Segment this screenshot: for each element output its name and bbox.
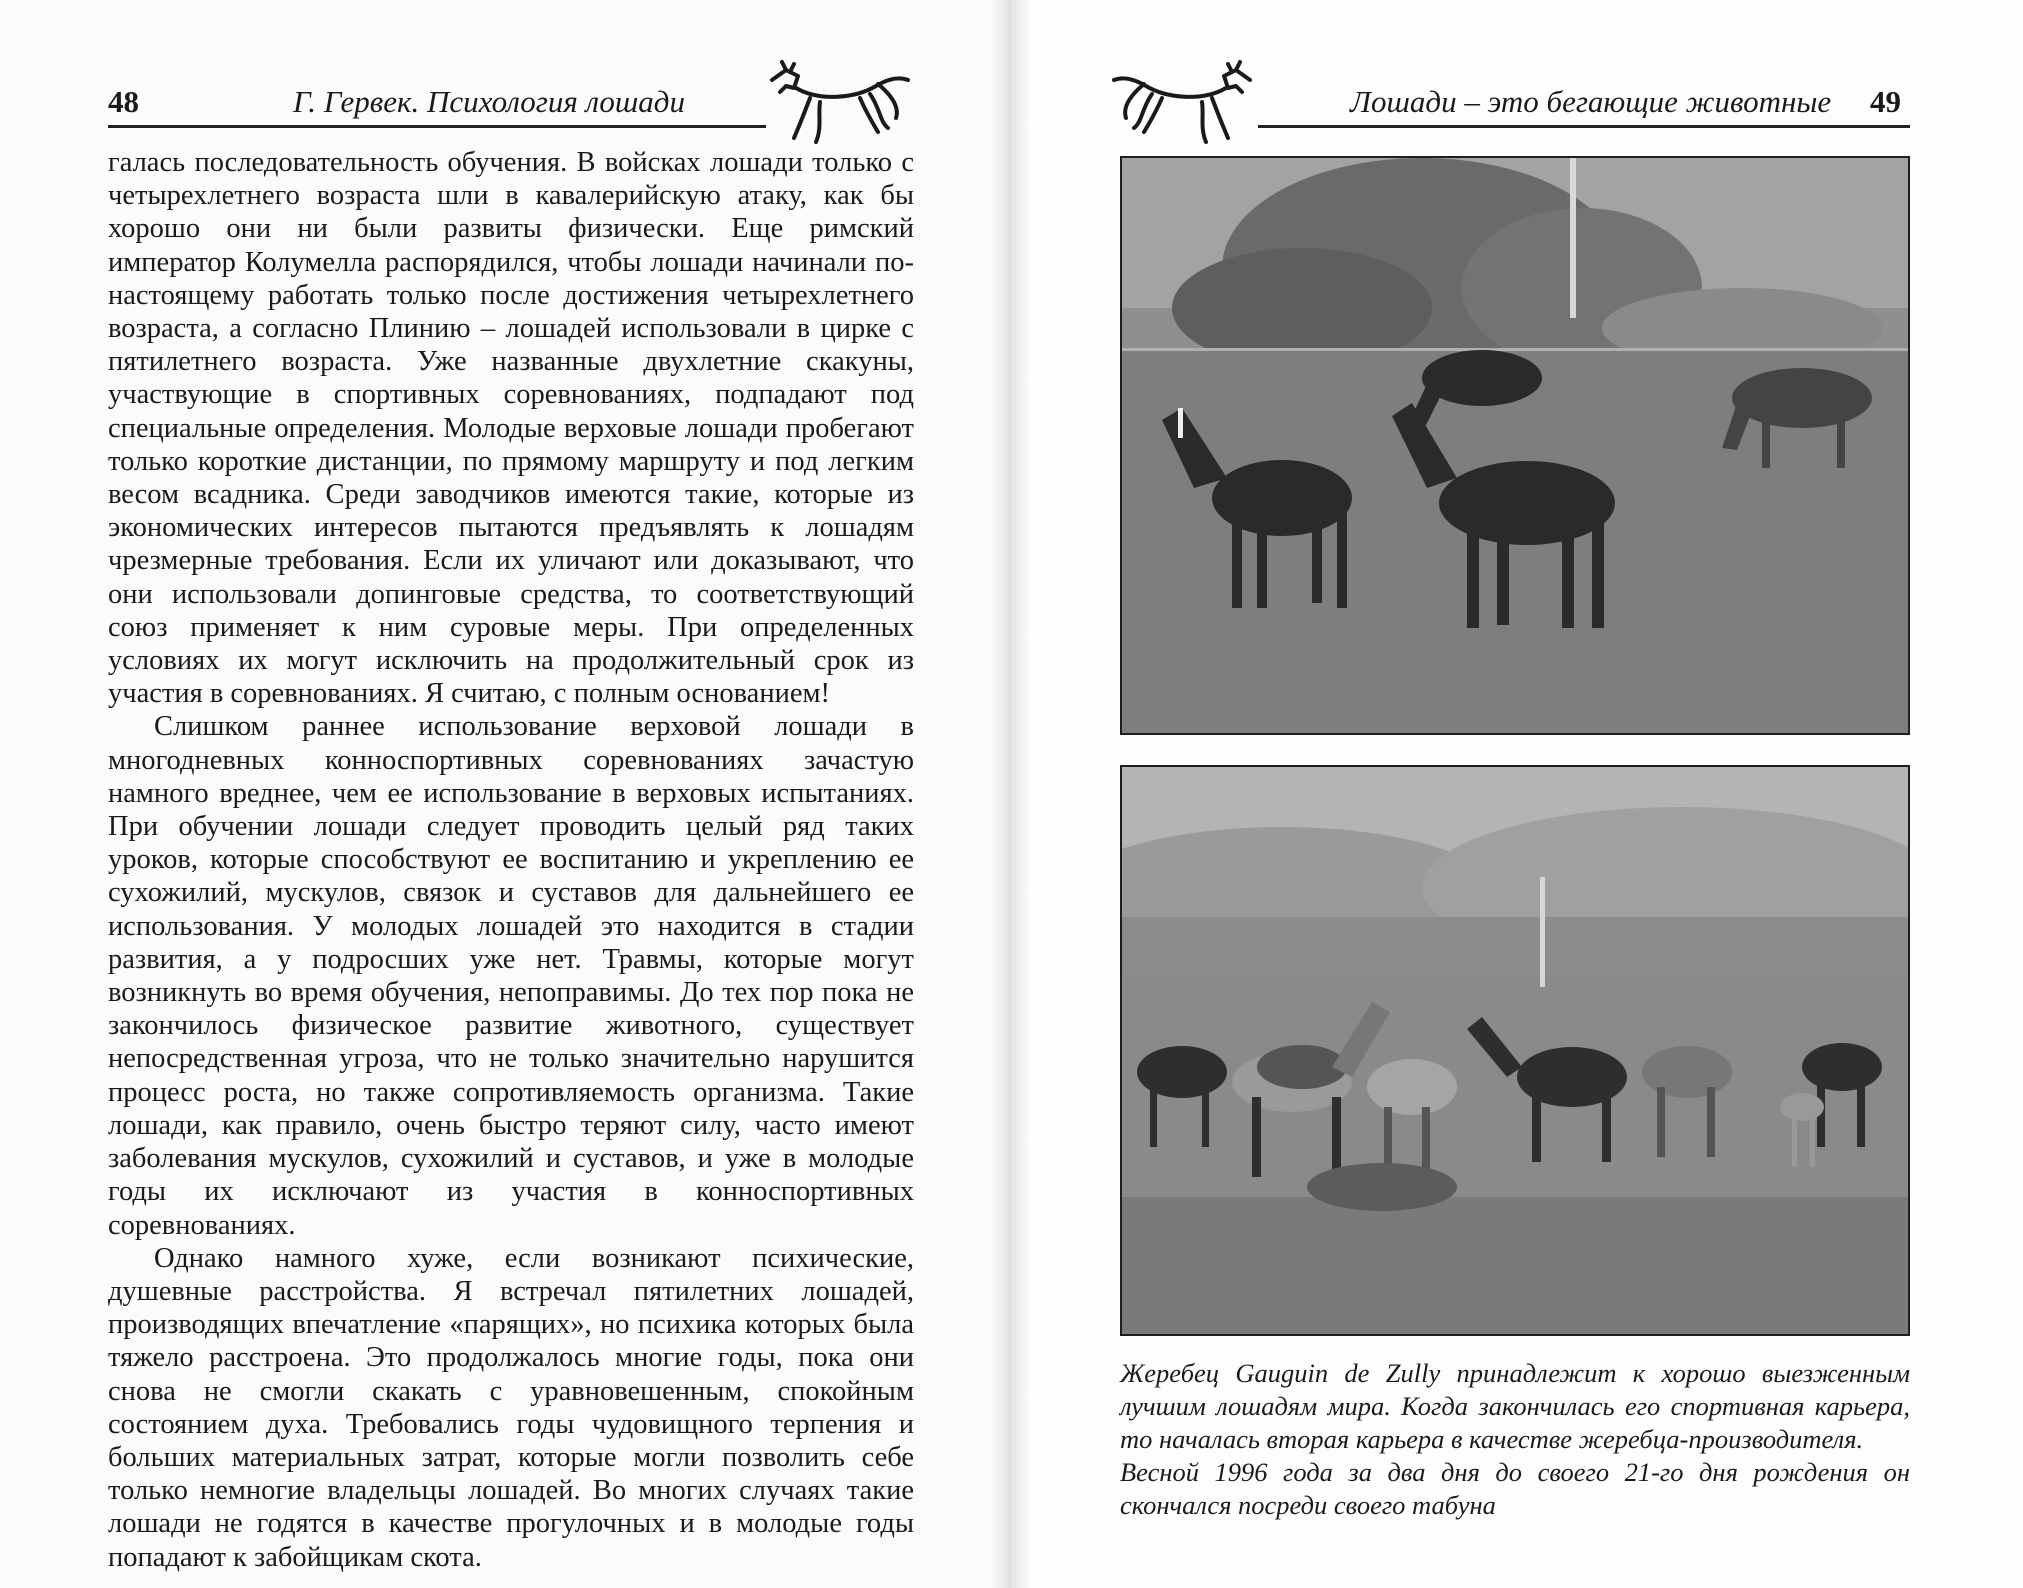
paragraph-2: Слишком раннее использование верховой лошади в многодневных конноспортивных соревнованиях зачастую намного вреднее, чем ее использование в верховых испытаниях. При обучении лошади следует проводить целый ряд таких уроков, которые способствуют ее воспитанию и укреплению ее сухожилий, мускулов, связок и суставов для дальнейшего ее использования. У молодых лошадей это находится в стадии развития, а у подросших уже нет. Травмы, которые могут возникнуть во время обучения, непоправимы. До тех пор пока не закончилось физическое развитие животного, существует непосредственная угроза, что не только значительно нарушится процесс роста, но также сопротивляемость организма. Такие лошади, как правило, очень быстро теряют силу, часто имеют заболевания мускулов, сухожилий и суставов, и уже в молодые годы их исключают из участия в конноспортивных соревнованиях. <box>108 711 914 1241</box>
horse-icon <box>1110 58 1262 148</box>
photo-horses-walking <box>1120 156 1910 735</box>
paragraph-3: Однако намного хуже, если возникают психические, душевные расстройства. Я встречал пятилетних лошадей, производящих впечатление «парящих», но психика которых была тяжело расстроена. Это продолжалось многие годы, пока они снова не смогли скакать с уравновешенным, спокойным состоянием духа. Требовались годы чудовищного терпения и больших материальных затрат, которые могли позволить себе только немногие владельцы лошадей. Во многих случаях такие лошади не годятся в качестве прогулочных и в молодые годы попадают к забойщикам скота. <box>108 1242 914 1573</box>
right-header-rule <box>1258 125 1910 128</box>
photo-herd-in-field <box>1120 765 1910 1336</box>
left-page-number: 48 <box>108 84 139 119</box>
left-body-text <box>108 146 914 1574</box>
caption-line-2: Весной 1996 года за два дня до своего 21-го дня рождения он скончался посреди своего табуна <box>1120 1457 1910 1520</box>
book-gutter <box>990 0 1030 1588</box>
photo-caption <box>1120 1357 1910 1522</box>
left-running-title: Г. Гервек. Психология лошади <box>293 84 685 119</box>
horse-icon <box>760 58 912 148</box>
left-header-rule <box>108 125 766 128</box>
right-page-number: 49 <box>1870 84 1901 119</box>
caption-line-1: Жеребец Gauguin de Zully принадлежит к хорошо выезженным лучшим лошадям мира. Когда закончилась его спортивная карьера, то началась вторая карьера в качестве жеребца-производителя. <box>1120 1358 1910 1454</box>
right-running-title: Лошади – это бегающие животные <box>1350 84 1832 119</box>
paragraph-1: галась последовательность обучения. В войсках лошади только с четырехлетнего возраста шли в кавалерийскую атаку, как бы хорошо они ни были развиты физически. Еще римский император Колумелла распорядился, чтобы лошади начинали по-настоящему работать только после достижения четырехлетнего возраста, а согласно Плинию – лошадей использовали в цирке с пятилетнего возраста. Уже названные двухлетние скакуны, участвующие в спортивных соревнованиях, подпадают под специальные определения. Молодые верховые лошади пробегают только короткие дистанции, по прямому маршруту и под легким весом всадника. Среди заводчиков имеются такие, которые из экономических интересов пытаются предъявлять к лошадям чрезмерные требования. Если их уличают или доказывают, что они использовали допинговые средства, то соответствующий союз применяет к ним суровые меры. При определенных условиях их могут исключить на продолжительный срок из участия в соревнованиях. Я считаю, с полным основанием! <box>108 147 914 710</box>
